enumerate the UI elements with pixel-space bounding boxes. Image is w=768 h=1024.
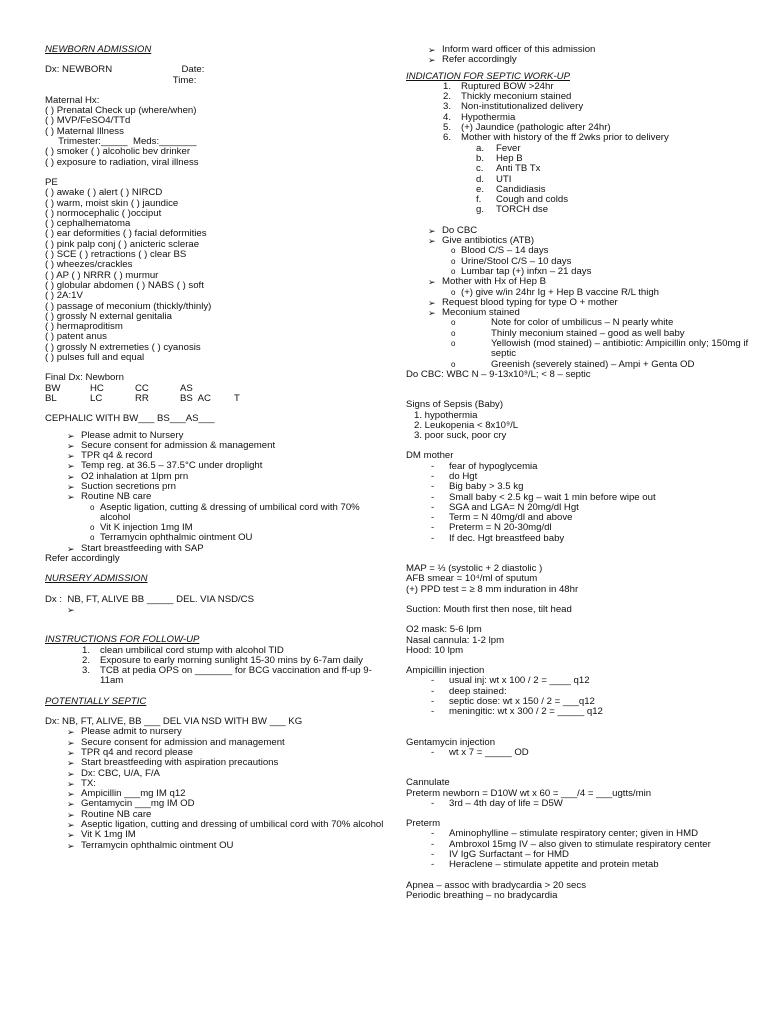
dm-item: - Big baby > 3.5 kg xyxy=(431,481,524,493)
final-cell: BL xyxy=(45,392,57,404)
order-item: ➢ Secure consent for admission & management xyxy=(67,439,276,451)
arrow-icon: ➢ xyxy=(67,737,75,748)
maternal-item: ( ) smoker ( ) alcoholic bev drinker xyxy=(45,146,191,158)
bullet-icon: o xyxy=(451,266,456,276)
arrow-icon: ➢ xyxy=(67,604,75,615)
suction-line: Suction: Mouth first then nose, tilt head xyxy=(406,603,572,615)
left-column xyxy=(45,0,385,851)
dm-item: - Small baby < 2.5 kg – wait 1 min before wipe out xyxy=(431,491,656,503)
meconium-item: o Note for color of umbilicus – N pearly white xyxy=(451,317,674,329)
dm-item: - do Hgt xyxy=(431,470,478,482)
action-item: ➢ Mother with Hx of Hep B xyxy=(428,276,546,288)
nb-care-item: o Vit K injection 1mg IM xyxy=(90,522,193,534)
workup-sub-item: b. Hep B xyxy=(476,152,523,164)
pe-item: ( ) AP ( ) NRRR ( ) murmur xyxy=(45,269,159,281)
arrow-icon: ➢ xyxy=(67,492,75,503)
nursery-list xyxy=(45,605,385,615)
septic-order: ➢ Dx: CBC, U/A, F/A xyxy=(67,767,160,779)
final-cell: BS AC xyxy=(180,392,211,404)
arrow-icon: ➢ xyxy=(428,297,436,308)
pe-item: ( ) awake ( ) alert ( ) NIRCD xyxy=(45,187,163,199)
workup-item: 1. Ruptured BOW >24hr xyxy=(442,80,554,92)
final-cell: T xyxy=(234,392,240,404)
meconium-item: o Yellowish (mod stained) – antibiotic: Ampicillin only; 150mg if septic xyxy=(451,338,749,360)
pe-item: ( ) passage of meconium (thickly/thinly) xyxy=(45,300,212,312)
dm-item: - If dec. Hgt breastfeed baby xyxy=(431,532,565,544)
gentamycin-list xyxy=(406,748,751,758)
workup-item: 4. Hypothermia xyxy=(442,111,516,123)
workup-sub-item: a. Fever xyxy=(476,142,521,154)
cannulate-list xyxy=(406,799,751,809)
maternal-item: ( ) MVP/FeSO4/TTd xyxy=(45,115,131,127)
atb-item: o Urine/Stool C/S – 10 days xyxy=(451,255,572,267)
dm-item: - Preterm = N 20-30mg/dl xyxy=(431,522,552,534)
potentially-septic-title: POTENTIALLY SEPTIC xyxy=(45,695,147,707)
arrow-icon: ➢ xyxy=(67,440,75,451)
septic-order: ➢ Start breastfeeding with aspiration precautions xyxy=(67,757,279,769)
septic-workup-list xyxy=(406,82,751,216)
sepsis-sign: 3. poor suck, poor cry xyxy=(414,430,507,442)
gentamycin-title: Gentamycin injection xyxy=(406,736,496,748)
gentamycin-item: - wt x 7 = _____ OD xyxy=(431,746,529,758)
bullet-icon: o xyxy=(451,287,456,297)
order-item: ➢ TPR q4 & record xyxy=(67,450,153,462)
preterm-title: Preterm xyxy=(406,818,441,830)
newborn-admission-title: NEWBORN ADMISSION xyxy=(45,44,152,55)
atb-item: o Lumbar tap (+) infxn – 21 days xyxy=(451,265,592,277)
preterm-list xyxy=(406,829,751,870)
arrow-icon: ➢ xyxy=(428,236,436,247)
final-dx: Final Dx: Newborn xyxy=(45,372,124,384)
nursery-admission-title: NURSERY ADMISSION xyxy=(45,573,148,585)
atb-item: o Blood C/S – 14 days xyxy=(451,245,549,257)
pe-item: ( ) pink palp conj ( ) anicteric sclerae xyxy=(45,238,200,250)
septic-actions-list xyxy=(406,226,751,370)
arrow-icon: ➢ xyxy=(67,799,75,810)
arrow-icon: ➢ xyxy=(67,809,75,820)
arrow-icon: ➢ xyxy=(67,727,75,738)
arrow-icon: ➢ xyxy=(67,471,75,482)
ampicillin-title: Ampicillin injection xyxy=(406,665,485,677)
nb-care-item: o Aseptic ligation, cutting & dressing of umbilical cord with 70% alcohol xyxy=(90,501,360,523)
dm-item: - Term = N 40mg/dl and above xyxy=(431,512,573,524)
meconium-item: o Thinly meconium stained – good as well baby xyxy=(451,327,685,339)
arrow-icon: ➢ xyxy=(428,225,436,236)
pe-item: ( ) hermaproditism xyxy=(45,321,123,333)
action-item: ➢ Give antibiotics (ATB) xyxy=(428,235,535,247)
bullet-icon: o xyxy=(451,256,456,266)
arrow-icon: ➢ xyxy=(67,840,75,851)
workup-item: 6. Mother with history of the ff 2wks prior to delivery xyxy=(442,132,669,144)
maternal-hx-list xyxy=(45,106,385,168)
final-cell: CC xyxy=(135,382,149,394)
pe-item: ( ) 2A:1V xyxy=(45,290,83,302)
arrow-icon: ➢ xyxy=(67,830,75,841)
apnea-line: Apnea – assoc with bradycardia > 20 secs xyxy=(406,879,586,891)
arrow-icon: ➢ xyxy=(67,758,75,769)
pe-item: ( ) cephalhematoma xyxy=(45,218,131,230)
final-cell: HC xyxy=(90,382,104,394)
maternal-hx-label: Maternal Hx: xyxy=(45,94,100,106)
formula-map: MAP = ⅓ (systolic + 2 diastolic ) xyxy=(406,563,543,575)
maternal-item: Trimester:_____ Meds:_______ xyxy=(45,136,197,148)
arrow-icon: ➢ xyxy=(67,461,75,472)
pe-label: PE xyxy=(45,176,58,188)
order-item: ➢ Suction secretions prn xyxy=(67,480,176,492)
septic-order: ➢ Secure consent for admission and management xyxy=(67,736,285,748)
ampicillin-list xyxy=(406,676,751,717)
workup-sub-item: g. TORCH dse xyxy=(476,204,549,216)
final-cell: RR xyxy=(135,392,149,404)
newborn-orders-list xyxy=(45,431,385,555)
final-dx-row-2 xyxy=(45,394,385,404)
oxygen-line: Nasal cannula: 1-2 lpm xyxy=(406,634,505,646)
order-item: ➢ Temp reg. at 36.5 – 37.5°C under droplight xyxy=(67,460,263,472)
followup-item: 3. TCB at pedia OPS on _______ for BCG vaccination and ff-up 9-11am xyxy=(81,665,372,687)
bullet-icon: o xyxy=(90,533,95,543)
maternal-item: ( ) exposure to radiation, viral illness xyxy=(45,156,199,168)
dm-mother-list xyxy=(406,462,751,544)
arrow-icon: ➢ xyxy=(428,308,436,319)
ampicillin-item: - deep stained: xyxy=(431,685,507,697)
sepsis-signs-title: Signs of Sepsis (Baby) xyxy=(406,399,504,411)
pe-item: ( ) grossly N external genitalia xyxy=(45,310,172,322)
refer-line: Refer accordingly xyxy=(45,553,120,565)
workup-item: 5. (+) Jaundice (pathologic after 24hr) xyxy=(442,122,611,134)
cannulate-title: Cannulate xyxy=(406,777,450,789)
nursery-item xyxy=(45,605,385,615)
periodic-breathing-line: Periodic breathing – no bradycardia xyxy=(406,889,558,901)
bullet-icon: o xyxy=(90,502,95,512)
order-item: ➢ O2 inhalation at 1lpm prn xyxy=(67,470,189,482)
cephalic-line: CEPHALIC WITH BW___ BS___AS___ xyxy=(45,413,215,425)
dm-item: - fear of hypoglycemia xyxy=(431,460,538,472)
pe-item: ( ) patent anus xyxy=(45,331,107,343)
pe-item: ( ) grossly N extremeties ( ) cyanosis xyxy=(45,341,201,353)
followup-list xyxy=(45,646,385,687)
ampicillin-item: - usual inj: wt x 100 / 2 = ____ q12 xyxy=(431,675,590,687)
maternal-item: ( ) Maternal Illness xyxy=(45,125,124,137)
bullet-icon: o xyxy=(451,318,456,328)
action-item: ➢ Meconium stained xyxy=(428,307,520,319)
arrow-icon: ➢ xyxy=(67,543,75,554)
action-item: ➢ Request blood typing for type O + mother xyxy=(428,296,618,308)
order-item: ➢ Routine NB care xyxy=(67,491,152,503)
septic-order: ➢ Gentamycin ___mg IM OD xyxy=(67,798,195,810)
pe-item: ( ) globular abdomen ( ) NABS ( ) soft xyxy=(45,279,204,291)
bullet-icon: o xyxy=(451,339,456,349)
followup-title: INSTRUCTIONS FOR FOLLOW-UP xyxy=(45,634,200,646)
septic-order: ➢ Vit K 1mg IM xyxy=(67,829,136,841)
arrow-icon: ➢ xyxy=(67,747,75,758)
maternal-item: ( ) Prenatal Check up (where/when) xyxy=(45,105,197,117)
arrow-icon: ➢ xyxy=(67,430,75,441)
arrow-icon: ➢ xyxy=(67,451,75,462)
septic-order: ➢ Routine NB care xyxy=(67,808,152,820)
formula-ppd: (+) PPD test = ≥ 8 mm induration in 48hr xyxy=(406,583,579,595)
final-cell: LC xyxy=(90,392,103,404)
septic-workup-title: INDICATION FOR SEPTIC WORK-UP xyxy=(406,70,570,82)
newborn-dx-line: Dx: NEWBORN Date: xyxy=(45,64,205,76)
workup-sub-item: e. Candidiasis xyxy=(476,183,546,195)
arrow-icon: ➢ xyxy=(67,778,75,789)
right-top-item: ➢ Refer accordingly xyxy=(428,54,517,66)
pe-list xyxy=(45,188,385,363)
dm-mother-title: DM mother xyxy=(406,450,454,462)
workup-item: 2. Thickly meconium stained xyxy=(442,91,572,103)
newborn-time-line: Time: xyxy=(45,74,197,86)
meconium-item: o Greenish (severely stained) – Ampi + Genta OD xyxy=(451,358,695,370)
preterm-item: - Aminophylline – stimulate respiratory center; given in HMD xyxy=(431,828,699,840)
right-top-list xyxy=(406,45,751,66)
septic-order: ➢ TX: xyxy=(67,777,96,789)
nb-care-item: o Terramycin ophthalmic ointment OU xyxy=(90,532,253,544)
order-item: ➢ Start breastfeeding with SAP xyxy=(67,542,204,554)
ampicillin-item: - meningitic: wt x 300 / 2 = _____ q12 xyxy=(431,706,603,718)
septic-order: ➢ Aseptic ligation, cutting and dressing of umbilical cord with 70% alcohol xyxy=(67,819,384,830)
cannulate-item: - 3rd – 4th day of life = D5W xyxy=(431,797,563,809)
septic-order: ➢ Terramycin ophthalmic ointment OU xyxy=(67,839,234,851)
order-item: ➢ Please admit to Nursery xyxy=(67,429,184,441)
arrow-icon: ➢ xyxy=(428,45,436,55)
arrow-icon: ➢ xyxy=(67,789,75,800)
final-cell: BW xyxy=(45,382,61,394)
preterm-item: - Ambroxol 15mg IV – also given to stimulate respiratory center xyxy=(431,838,711,850)
oxygen-line: Hood: 10 lpm xyxy=(406,644,464,656)
followup-item: 2. Exposure to early morning sunlight 15-30 mins by 6-7am daily xyxy=(81,654,363,666)
arrow-icon: ➢ xyxy=(67,768,75,779)
septic-order: ➢ Please admit to nursery xyxy=(67,726,182,738)
arrow-icon: ➢ xyxy=(67,481,75,492)
do-cbc-line: Do CBC: WBC N – 9-13x10⁹/L; < 8 – septic xyxy=(406,368,591,380)
bullet-icon: o xyxy=(451,328,456,338)
workup-sub-item: d. UTI xyxy=(476,173,512,185)
workup-item: 3. Non-institutionalized delivery xyxy=(442,101,584,113)
ampicillin-item: - septic dose: wt x 150 / 2 = ___q12 xyxy=(431,696,595,708)
septic-orders-list xyxy=(45,727,385,851)
nursery-dx-line: Dx : NB, FT, ALIVE BB _____ DEL. VIA NSD/CS xyxy=(45,593,255,605)
preterm-item: - IV IgG Surfactant – for HMD xyxy=(431,849,569,860)
bullet-icon: o xyxy=(90,523,95,533)
bullet-icon: o xyxy=(451,246,456,256)
arrow-icon: ➢ xyxy=(428,55,436,66)
right-column xyxy=(406,0,751,901)
workup-sub-item: c. Anti TB Tx xyxy=(476,163,541,175)
sepsis-sign: 1. hypothermia xyxy=(414,409,478,421)
hepb-item: o (+) give w/in 24hr Ig + Hep B vaccine R/L thigh xyxy=(451,286,660,298)
pe-item: ( ) warm, moist skin ( ) jaundice xyxy=(45,197,179,209)
right-top-item: ➢ Inform ward officer of this admission xyxy=(428,44,596,55)
followup-item: 1. clean umbilical cord stump with alcohol TID xyxy=(81,644,284,656)
cannulate-line: Preterm newborn = D10W wt x 60 = ___/4 = ___ugtts/min xyxy=(406,787,652,799)
bullet-icon: o xyxy=(451,359,456,369)
formula-afb: AFB smear = 10⁴/ml of sputum xyxy=(406,573,538,585)
final-cell: AS xyxy=(180,382,193,394)
pe-item: ( ) normocephalic ( )occiput xyxy=(45,207,162,219)
septic-order: ➢ Ampicillin ___mg IM q12 xyxy=(67,788,186,800)
septic-order: ➢ TPR q4 and record please xyxy=(67,746,193,758)
pe-item: ( ) SCE ( ) retractions ( ) clear BS xyxy=(45,249,187,261)
dm-item: - SGA and LGA= N 20mg/dl Hgt xyxy=(431,501,579,513)
pe-item: ( ) pulses full and equal xyxy=(45,352,145,364)
pe-item: ( ) ear deformities ( ) facial deformities xyxy=(45,228,207,240)
pe-item: ( ) wheezes/crackles xyxy=(45,259,133,271)
action-item: ➢ Do CBC xyxy=(428,224,478,236)
sepsis-sign: 2. Leukopenia < 8x10⁹/L xyxy=(414,419,519,431)
arrow-icon: ➢ xyxy=(67,820,75,830)
arrow-icon: ➢ xyxy=(428,277,436,288)
workup-sub-item: f. Cough and colds xyxy=(476,194,569,206)
septic-dx-line: Dx: NB, FT, ALIVE, BB ___ DEL VIA NSD WITH BW ___ KG xyxy=(45,716,303,728)
preterm-item: - Heraclene – stimulate appetite and protein metab xyxy=(431,859,659,871)
oxygen-line: O2 mask: 5-6 lpm xyxy=(406,624,482,636)
